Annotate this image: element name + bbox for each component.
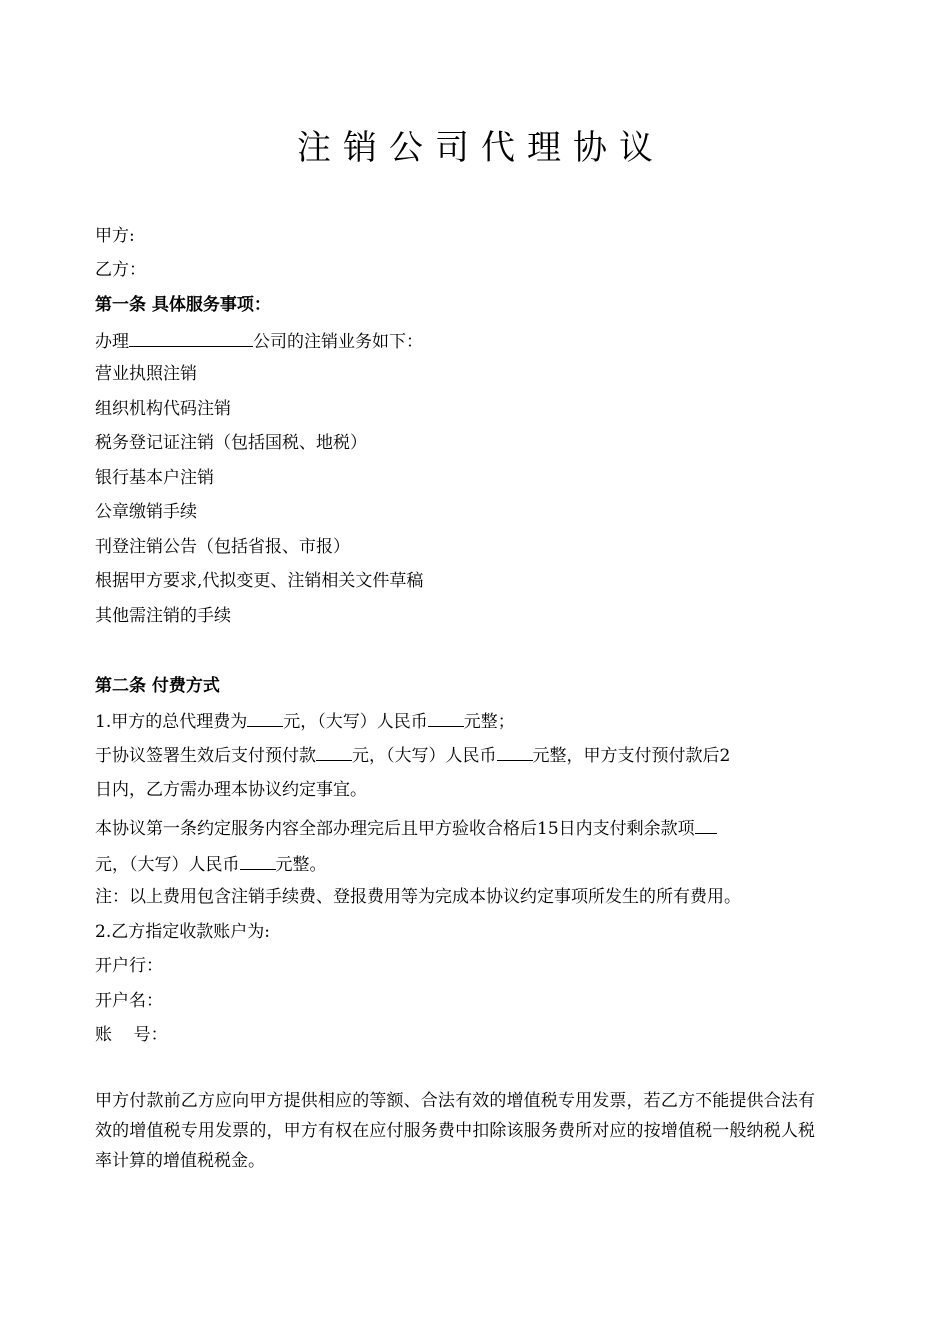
service-item: 其他需注销的手续 [95, 606, 231, 626]
account-name-label: 开户名： [95, 991, 163, 1011]
service-item: 刊登注销公告（包括省报、市报） [95, 537, 350, 557]
prepayment-blank [316, 742, 352, 761]
total-fee-blank [247, 708, 283, 727]
account-number-label: 账 号： [95, 1025, 168, 1045]
total-fee-upper-blank [428, 708, 464, 727]
prepayment-end-text: 元整，甲方支付预付款后2 [532, 746, 731, 766]
balance-text: 本协议第一条约定服务内容全部办理完后且甲方验收合格后15日内支付剩余款项 [95, 819, 695, 839]
invoice-clause: 甲方付款前乙方应向甲方提供相应的等额、合法有效的增值税专用发票，若乙方不能提供合法有效的增值税专用发票的，甲方有权在应付服务费中扣除该服务费所对应的按增值税一般纳税人税率计算的增值税税金。 [95, 1091, 815, 1171]
service-item: 组织机构代码注销 [95, 399, 231, 419]
party-a-label: 甲方: [95, 226, 135, 246]
balance-line-2 [95, 851, 327, 877]
prepayment-line [95, 742, 730, 768]
balance-blank [695, 815, 717, 834]
service-item: 根据甲方要求,代拟变更、注销相关文件草稿 [95, 571, 424, 591]
account-heading: 2.乙方指定收款账户为: [95, 922, 270, 942]
balance-upper-blank [240, 851, 276, 870]
total-fee-text: 1.甲方的总代理费为 [95, 712, 248, 732]
prepayment-line-2: 日内，乙方需办理本协议约定事宜。 [95, 780, 367, 800]
service-item: 银行基本户注销 [95, 468, 214, 488]
service-item: 公章缴销手续 [95, 502, 197, 522]
total-fee-end-text: 元整； [463, 712, 515, 732]
prepayment-upper-blank [497, 742, 533, 761]
company-name-blank [129, 328, 253, 347]
prepayment-upper-text: 元，（大写）人民币 [352, 746, 497, 766]
article1-heading: 第一条 具体服务事项： [95, 295, 271, 315]
prepayment-text: 于协议签署生效后支付预付款 [95, 746, 316, 766]
party-b-label: 乙方： [95, 260, 146, 280]
article1-intro [95, 328, 423, 354]
balance-upper-text: 元，（大写）人民币 [95, 855, 240, 875]
article1-intro-prefix: 办理 [95, 332, 129, 352]
service-item: 营业执照注销 [95, 364, 197, 384]
document-title: 注销公司代理协议 [297, 128, 665, 168]
fee-note: 注：以上费用包含注销手续费、登报费用等为完成本协议约定事项所发生的所有费用。 [95, 887, 741, 907]
total-fee-line [95, 708, 515, 734]
article2-heading: 第二条 付费方式 [95, 676, 220, 696]
total-fee-upper-text: 元，（大写）人民币 [283, 712, 428, 732]
bank-label: 开户行： [95, 956, 163, 976]
balance-end-text: 元整。 [275, 855, 327, 875]
service-item: 税务登记证注销（包括国税、地税） [95, 433, 367, 453]
article1-intro-suffix: 公司的注销业务如下： [253, 332, 423, 352]
balance-line [95, 815, 717, 841]
